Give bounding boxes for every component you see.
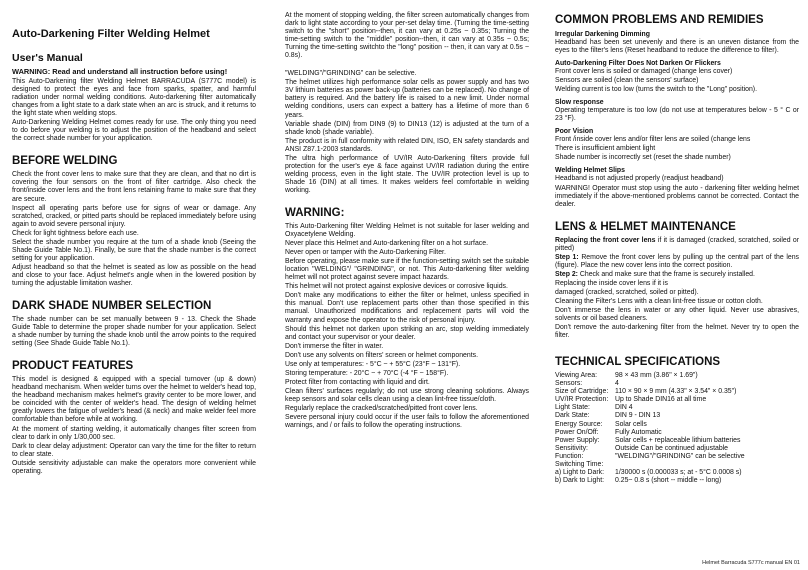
spec-label: Sensors: [555, 380, 583, 388]
solar-paragraph: The helmet utilizes high performance solar cells as power supply and has two 3V lithium batteries as power back-up (batteries can be replaced). No change of battery is required. And the battery life is raised to a new limit. Under normal welding conditions, users can expect a battery has a lifetime of more than 6 years. [285, 79, 529, 119]
poor-vision-item: There is insufficient ambient light [555, 145, 656, 153]
shade-selection-heading: DARK SHADE NUMBER SELECTION [12, 300, 212, 313]
poor-vision-item: Front /inside cover lens and/or filter lens are soiled (change lens [555, 136, 751, 144]
spec-label: Sensitivity: [555, 444, 588, 452]
immerse-text: Don't immerse the lens in water or any other liquid. Never use abrasives, solvents or oil based cleaners. [555, 307, 799, 323]
warning-item: Use only at temperatures: - 5°C ~ + 55°C (23°F ~ 131°F). [285, 360, 461, 368]
helmet-slips-text: Headband is not adjusted properly (readjust headband) [555, 175, 724, 183]
step-1-label: Step 1: [555, 253, 579, 261]
shade-paragraph: The shade number can be set manually between 9 - 13. Check the Shade Guide Table to determine the proper shade number for your application. Select a shade number by turning the shade knob until the arrow points to the required setting (See Shade Guide Table No.1). [12, 316, 256, 348]
helmet-slips-heading: Welding Helmet Slips [555, 167, 625, 175]
delay-paragraph: At the moment of stopping welding, the filter screen automatically changes from dark to light state according to your per-set delay time. (Turning the time-setting switch to the "short" position--then, it can vary at 0.25s ~ 0.35s; Turning the time-setting switch to the "middle" position--then, it can vary at 0.35s ~ 0.5s; Turning the time-setting switchto the "long" position -- then, it can vary at 0.5s ~ 0.8s). [285, 12, 529, 60]
slow-response-heading: Slow response [555, 99, 604, 107]
inside-lens-line: damaged (cracked, scratched, soiled or pitted). [555, 288, 699, 296]
warning-item: This Auto-Darkening filter Welding Helmet is not suitable for laser welding and Oxyacetylene Welding. [285, 222, 529, 239]
warning-item: Never open or tamper with the Auto-Darkening Filter. [285, 249, 446, 257]
common-problems-heading: COMMON PROBLEMS AND REMIDIES [555, 14, 764, 26]
intro-paragraph-2: Auto-Darkening Welding Helmet comes ready for use. The only thing you need to do before your welding is to adjust the position of the headband and select the correct shade number for your application. [12, 119, 256, 143]
before-welding-heading: BEFORE WELDING [12, 155, 118, 168]
column-left [12, 12, 256, 477]
warning-item: Storing temperature: - 20°C ~ + 70°C (-4 °F ~ 158°F). [285, 369, 449, 377]
spec-value: DIN 4 [615, 404, 633, 412]
warning-heading: WARNING: [285, 206, 345, 219]
spec-label: a) Light to Dark: [555, 468, 605, 476]
before-paragraph: Inspect all operating parts before use for signs of wear or damage. Any scratched, cracked, or pitted parts should be replaced immediately before using again to avoid severe personal injury. [12, 204, 256, 228]
spec-value: 4 [615, 380, 619, 388]
warning-item: Should this helmet not darken upon striking an arc, stop welding immediately and contact your supervisor or your dealer. [285, 325, 529, 341]
spec-value: "WELDING"/"GRINDING" can be selective [615, 452, 745, 460]
warning-item: Severe personal injury could occur if the user fails to follow the aforementioned warnings, and / or fails to follow the operating instructions. [285, 414, 529, 430]
intro-paragraph: This Auto-Darkening filter Welding Helmet BARRACUDA (S777C model) is designed to protect the eyes and face from sparks, spatter, and harmful radiation under normal welding conditions. Auto-darkening filter automatically changes from a light state to a dark state when an arc is struck, and it returns to the light state when welding stops. [12, 78, 256, 118]
no-darken-item: Sensors are soiled (clean the sensors' surface) [555, 77, 699, 85]
warning-item: Never place this Helmet and Auto-darkening filter on a hot surface. [285, 240, 489, 248]
spec-value: DIN 9 - DIN 13 [615, 412, 661, 420]
features-paragraph: This model is designed & equipped with a special turnover (up & down) headband mechanism. When welder turns over the helmet to welder's head top, the headband mechanism makes helmet's gravity center to be more lower, and be coincided with the center of welder's head. The design of welding helmet greatly lowers the fatigue of welder's head (& neck) and make welder feel more comfortable than before while at working. [12, 376, 256, 424]
features-paragraph: Outside sensitivity adjustable can make the operators more convenient while operating. [12, 459, 256, 475]
warning-item: Protect filter from contacting with liquid and dirt. [285, 378, 430, 386]
column-middle [285, 12, 529, 431]
before-paragraph: Select the shade number you require at the turn of a shade knob (Seeing the Shade Guide Table No.1). Finally, be sure that the shade number is the correct setting for your application. [12, 238, 256, 262]
poor-vision-heading: Poor Vision [555, 128, 594, 136]
irregular-text: Headband has been set unevenly and there is an uneven distance from the eyes to the filter's lens (Reset headband to reduce the difference to filter). [555, 39, 799, 55]
spec-value: 1/30000 s (0.000033 s; at - 5°C 0.0008 s) [615, 468, 742, 476]
spec-label: Viewing Area: [555, 372, 598, 380]
slow-response-text: Operating temperature is too low (do not use at temperatures below - 5 ° C or 23 °F). [555, 107, 799, 123]
users-manual-heading: User's Manual [12, 52, 83, 64]
spec-label: Dark State: [555, 412, 590, 420]
features-paragraph: Dark to clear delay adjustment: Operator can vary the time for the filter to return to clear state. [12, 442, 256, 458]
spec-value: 98 × 43 mm (3.86" × 1.69") [615, 372, 698, 380]
replace-front-lens [555, 237, 799, 253]
column-right [555, 12, 799, 485]
spec-label: Function: [555, 452, 584, 460]
warning-item: Regularly replace the cracked/scratched/pitted front cover lens. [285, 404, 478, 412]
warning-item: Clean filters' surfaces regularly; do not use strong cleaning solutions. Always keep sensors and solar cells clean using a clean lint-free tissue/cloth. [285, 387, 529, 403]
product-features-heading: PRODUCT FEATURES [12, 360, 134, 373]
step-2-text: Check and make sure that the frame is securely installed. [577, 270, 755, 278]
grinding-paragraph: "WELDING"/"GRINDING" can be selective. [285, 70, 417, 78]
warning-item: Don't immerse the filter in water. [285, 342, 384, 350]
step-1-text: Remove the front cover lens by pulling up the central part of the lens (figure). Place the new cover lens into the correct position. [555, 253, 799, 269]
no-darken-heading: Auto-Darkening Filter Does Not Darken Or Flickers [555, 60, 721, 68]
step-2 [555, 271, 799, 279]
switching-time-label: Switching Time: [555, 460, 604, 468]
switching-table [555, 469, 799, 485]
spec-table [555, 372, 799, 461]
warning-item: Don't use any solvents on filters' screen or helmet components. [285, 351, 478, 359]
spec-value: Outside Can be continued adjustable [615, 444, 729, 452]
spec-label: b) Dark to Light: [555, 476, 605, 484]
before-paragraph: Check the front cover lens to make sure that they are clean, and that no dirt is covering the four sensors on the front of filter cartridge. Also check the front/inside cover lens and the front lens retaining frame to make sure that they are secure. [12, 171, 256, 203]
replace-front-lens-title: Replacing the front cover lens [555, 236, 656, 244]
warning-item: Don't make any modifications to either the filter or helmet, unless specified in this manual. Don't use replacement parts other than those specified in this manual. Unauthorized modifications and replacement parts will void the warranty and expose the operator to the risk of personal injury. [285, 292, 529, 324]
no-darken-item: Front cover lens is soiled or damaged (change lens cover) [555, 68, 733, 76]
before-paragraph: Adjust headband so that the helmet is seated as low as possible on the head and close to your face. Adjust helmet's angle when in the lowered position by turning the adjustable limitation washer. [12, 263, 256, 287]
spec-label: UV/IR Protection: [555, 396, 609, 404]
warning-item: Before operating, please make sure if the function-setting switch set the suitable location "WELDING"/ "GRINDING", or not. This Auto-darkening filter welding helmet will not protect against severe impact hazards. [285, 258, 529, 282]
spec-value: Solar cells + replaceable lithium batteries [615, 436, 741, 444]
spec-label: Power Supply: [555, 436, 600, 444]
spec-value: Up to Shade DIN16 at all time [615, 396, 707, 404]
spec-label: Size of Cartridge: [555, 388, 609, 396]
no-darken-item: Welding current is too low (turns the switch to the "Long" position). [555, 86, 758, 94]
conformity-paragraph: The product is in full conformity with related DIN, ISO, EN safety standards and ANSI Z87.1-2003 standards. [285, 137, 529, 153]
poor-vision-item: Shade number is incorrectly set (reset the shade number) [555, 154, 731, 162]
spec-value: Fully Automatic [615, 428, 662, 436]
spec-value: 0.25~ 0.8 s (short -- middle -- long) [615, 476, 722, 484]
remove-filter-text: Don't remove the auto-darkening filter from the helmet. Never try to open the filter. [555, 324, 799, 340]
stop-warning: WARNING! Operator must stop using the auto - darkening filter welding helmet immediately if the above-mentioned problems cannot be corrected. Contact the dealer. [555, 184, 799, 208]
maintenance-heading: LENS & HELMET MAINTENANCE [555, 220, 736, 233]
spec-label: Power On/Off: [555, 428, 599, 436]
tech-specs-heading: TECHNICAL SPECIFICATIONS [555, 356, 721, 369]
variable-shade-paragraph: Variable shade (DIN) from DIN9 (9) to DIN13 (12) is adjusted at the turn of a shade knob (shade variable). [285, 120, 529, 136]
step-2-label: Step 2: [555, 270, 578, 278]
step-1 [555, 254, 799, 270]
before-paragraph: Check for light tightness before each use. [12, 229, 139, 237]
features-paragraph: At the moment of starting welding, it automatically changes filter screen from clear to dark in only 1/30,000 sec. [12, 425, 256, 441]
uv-protection-paragraph: The ultra high performance of UV/IR Auto-Darkening filters provide full protection for the user's eye & face against UV/IR radiation during the entire welding process, even in the light state. The UV/IR protection level is up to Shade 16 (DIN) at all times. It makes welders feel comfortable in welding working. [285, 154, 529, 194]
spec-value: 110 × 90 × 9 mm (4.33" × 3.54" × 0.35") [615, 388, 737, 396]
warning-item: This helmet will not protect against explosive devices or corrosive liquids. [285, 283, 508, 291]
spec-value: Solar cells [615, 420, 647, 428]
inside-lens-line: Replacing the inside cover lens if it is [555, 279, 668, 287]
replace-front-lens-text: if it is damaged (cracked, scratched, soiled or pitted) [555, 236, 799, 252]
irregular-dimming-heading: Irregular Darkening Dimming [555, 31, 650, 38]
read-warning: WARNING: Read and understand all instruction before using! [12, 67, 228, 76]
document-title: Auto-Darkening Filter Welding Helmet [12, 28, 210, 40]
cleaning-text: Cleaning the Filter's Lens with a clean lint-free tissue or cotton cloth. [555, 297, 763, 305]
footer-label: Helmet Barracuda S777c manual EN 01 [702, 560, 800, 566]
spec-label: Energy Source: [555, 420, 603, 428]
spec-label: Light State: [555, 404, 590, 412]
